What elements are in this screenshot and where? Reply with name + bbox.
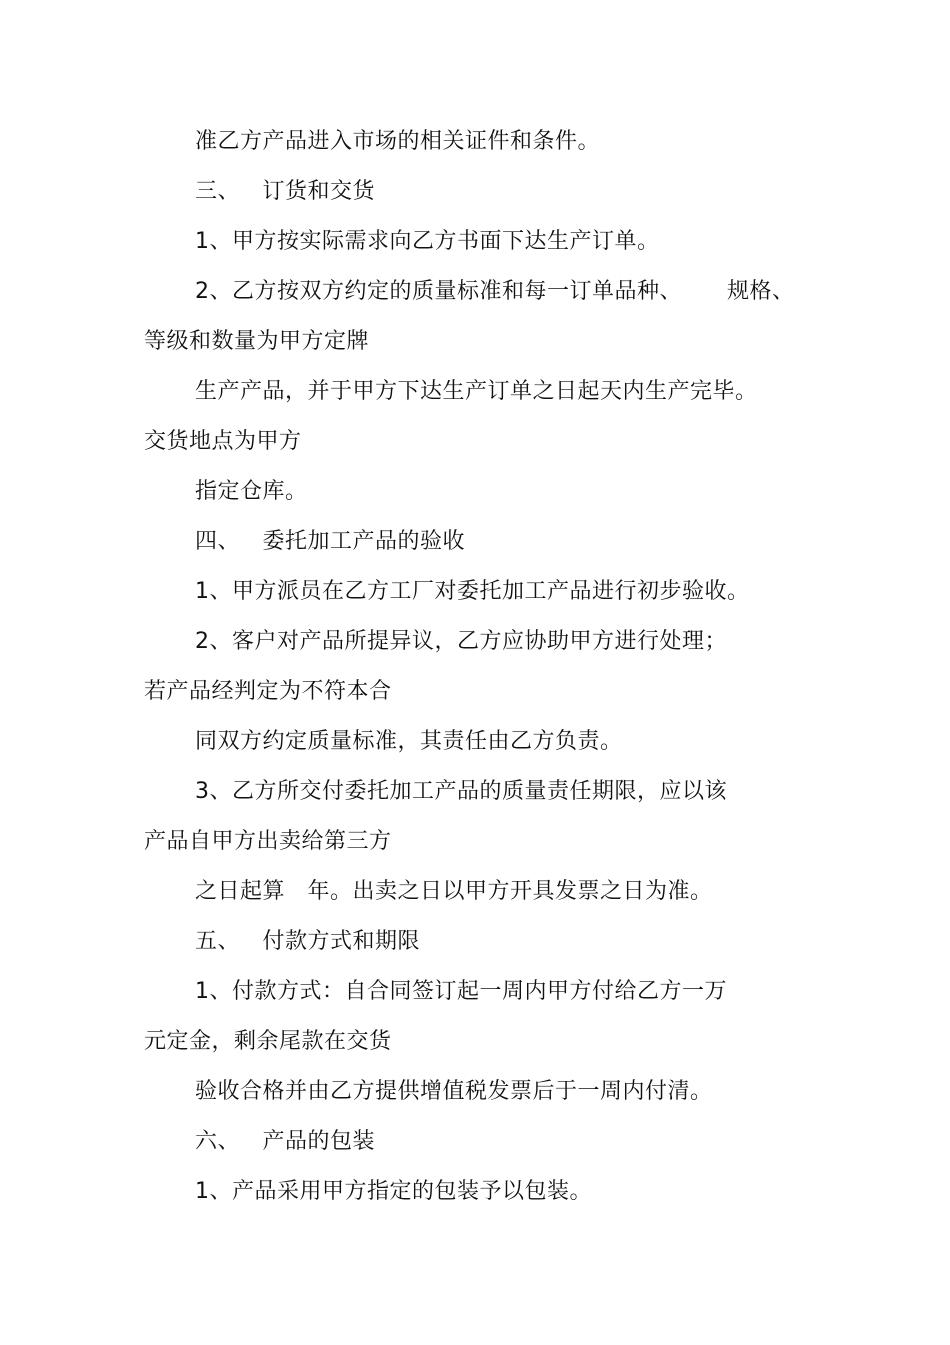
clause-4-1: 1、甲方派员在乙方工厂对委托加工产品进行初步验收。 [195,579,750,604]
text-line-continuation: 准乙方产品进入市场的相关证件和条件。 [195,129,601,154]
section-heading-3: 三、 订货和交货 [195,179,375,204]
text-line-continuation: 之日起算 年。出卖之日以甲方开具发票之日为准。 [195,879,713,904]
text-line-continuation: 生产产品，并于甲方下达生产订单之日起天内生产完毕。 [195,379,758,404]
text-line-wrap: 元定金，剩余尾款在交货 [144,1029,392,1054]
clause-4-2: 2、客户对产品所提异议，乙方应协助甲方进行处理； [195,629,727,654]
text-line-continuation: 同双方约定质量标准，其责任由乙方负责。 [195,729,623,754]
section-heading-5: 五、 付款方式和期限 [195,929,420,954]
clause-3-2: 2、乙方按双方约定的质量标准和每一订单品种、 规格、 [195,279,795,304]
clause-3-1: 1、甲方按实际需求向乙方书面下达生产订单。 [195,229,660,254]
text-line-wrap: 等级和数量为甲方定牌 [144,329,370,354]
clause-5-1: 1、付款方式：自合同签订起一周内甲方付给乙方一万 [195,979,727,1004]
text-line-wrap: 交货地点为甲方 [144,429,302,454]
clause-6-1: 1、产品采用甲方指定的包装予以包装。 [195,1179,592,1204]
text-line-wrap: 若产品经判定为不符本合 [144,679,392,704]
text-line-continuation: 指定仓库。 [195,479,308,504]
clause-4-3: 3、乙方所交付委托加工产品的质量责任期限，应以该 [195,779,727,804]
text-line-wrap: 产品自甲方出卖给第三方 [144,829,392,854]
section-heading-6: 六、 产品的包装 [195,1129,375,1154]
section-heading-4: 四、 委托加工产品的验收 [195,529,465,554]
text-line-continuation: 验收合格并由乙方提供增值税发票后于一周内付清。 [195,1079,713,1104]
